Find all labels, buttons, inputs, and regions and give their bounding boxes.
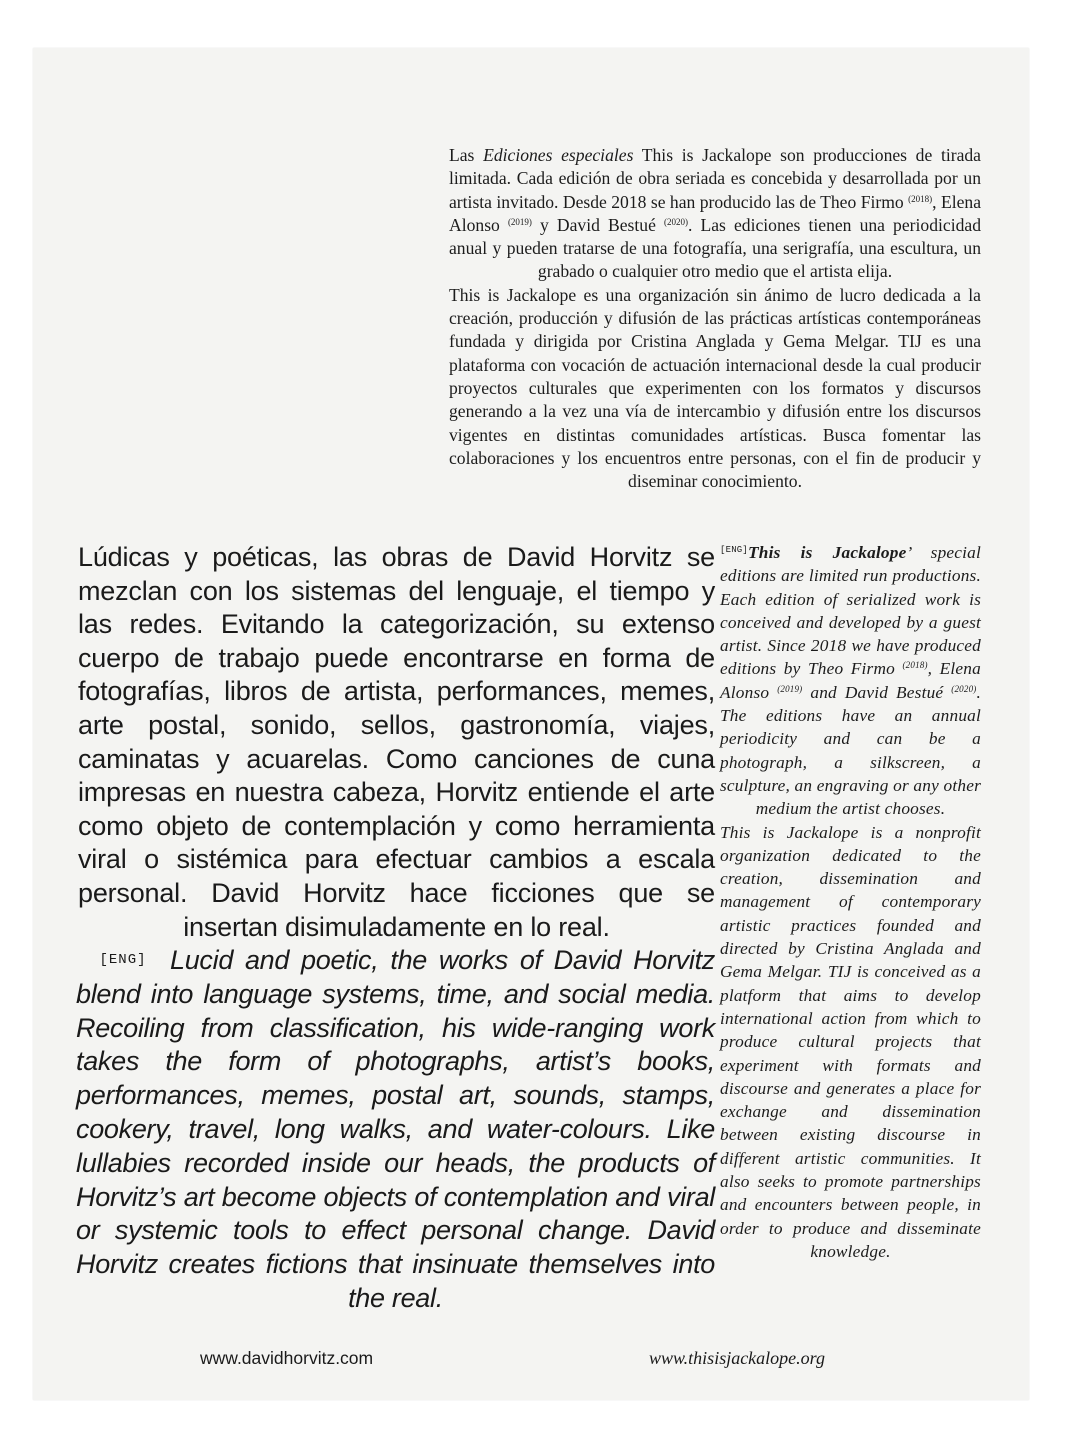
eng-language-tag: [ENG] [720, 545, 749, 555]
year-note: (2018) [908, 193, 933, 204]
eng-language-tag: [ENG] [99, 952, 147, 968]
spanish-intro-paragraph-1: Las Ediciones especiales This is Jackalope son producciones de tirada limitada. Cada edición de obra seriada es concebida y desarrollada por un artista invitado. Desde 2018 se han producido las de Theo Firmo $^{(2018)}$, Elena Alonso $^{(2019)}$ y David Bestué $^{(2020)}$. Las ediciones tienen una periodicidad anual y pueden tratarse de una fotografía, una serigrafía, una escultura, un grabado o cualquier otro medio que el artista elija. [449, 145, 982, 282]
jackalope-bold-name: This is Jackalope [748, 543, 907, 562]
special-editions-italic: Ediciones especiales [483, 145, 634, 165]
main-english-text [76, 944, 715, 1316]
spanish-intro-paragraph-2: This is Jackalope es una organización sin ánimo de lucro dedicada a la creación, producción y difusión de las prácticas artísticas contemporáneas fundada y dirigida por Cristina Anglada y Gema Melgar. TIJ es una plataforma con vocación de actuación internacional desde la cual producir proyectos culturales que experimenten con los formatos y discursos generando a la vez una vía de intercambio y difusión entre los discursos vigentes en distintas comunidades artísticas. Busca fomentar las colaboraciones y los encuentros entre personas, con el fin de producir y diseminar conocimiento. [449, 284, 981, 492]
main-spanish-text: Lúdicas y poéticas, las obras de David Horvitz se mezclan con los sistemas del lenguaje, el tiempo y las redes. Evitando la categorización, su extenso cuerpo de trabajo puede encontrarse en forma de fotografías, libros de artista, performances, memes, arte postal, sonido, sellos, gastronomía, viajes, caminatas y acuarelas. Como canciones de cuna impresas en nuestra cabeza, Horvitz entiende el arte como objeto de contemplación y como herramienta viral o sistémica para efectuar cambios a escala personal. David Horvitz hace ficciones que se insertan disimuladamente en lo real. [78, 542, 715, 942]
year-note: (2020) [663, 216, 688, 227]
year-note: (2019) [777, 683, 803, 694]
main-english-body: Lucid and poetic, the works of David Horvitz blend into language systems, time, and social media. Recoiling from classification, his wide-ranging work takes the form of photographs, artist’s books, performances, memes, postal art, sounds, stamps, cookery, travel, long walks, and water-colours. Like lullabies recorded inside our heads, the products of Horvitz’s art become objects of contemplation and viral or systemic tools to effect personal change. David Horvitz creates fictions that insinuate themselves into the real. [76, 945, 715, 1313]
side-english-column [720, 539, 981, 1263]
side-english-paragraph-1: [ENG]This is Jackalope’ special editions are limited run productions. Each edition of serialized work is conceived and developed by a guest artist. Since 2018 we have produced editions by Theo Firmo $^{(2018)}$, Elena Alonso $^{(2019)}$ and David Bestué $^{(2020)}$. The editions have an annual periodicity and can be a photograph, a silkscreen, a sculpture, an engraving or any other medium the artist chooses. [720, 543, 981, 819]
davidhorvitz-url: www.davidhorvitz.com [200, 1348, 374, 1368]
spanish-intro-column [449, 144, 981, 493]
year-note: (2019) [507, 216, 532, 227]
year-note: (2018) [902, 660, 928, 671]
thisisjackalope-url: www.thisisjackalope.org [649, 1348, 826, 1368]
side-english-paragraph-2: This is Jackalope is a nonprofit organization dedicated to the creation, dissemination and management of contemporary artistic practices founded and directed by Cristina Anglada and Gema Melgar. TIJ is conceived as a platform that aims to develop international action from which to produce cultural projects that experiment with formats and discourse and generates a place for exchange and dissemination between existing discourse in different artistic communities. It also seeks to promote partnerships and encounters between people, in order to produce and disseminate knowledge. [720, 822, 981, 1261]
year-note: (2020) [951, 683, 977, 694]
